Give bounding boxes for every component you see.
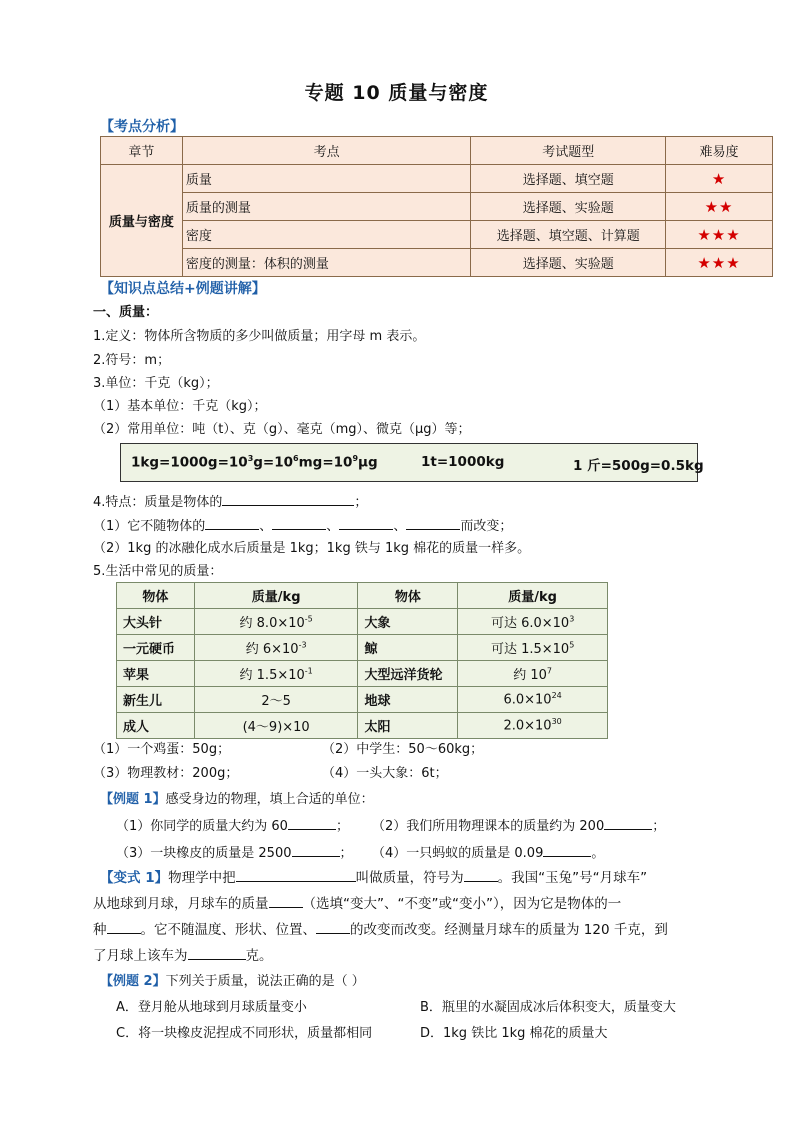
text: 的改变而改变。经测量月球车的质量为 120 千克，到 bbox=[350, 922, 668, 938]
object-name: 大象 bbox=[358, 609, 458, 635]
feature-1-label: （1）它不随物体的 bbox=[93, 519, 206, 534]
feature-2-text: （2）1kg 的冰融化成水后质量是 1kg；1kg 铁与 1kg 棉花的质量一样多。 bbox=[93, 541, 531, 556]
mass-base: 可达 1.5×10 bbox=[490, 642, 570, 657]
formula-jin: 1 斤=500g=0.5kg bbox=[573, 458, 704, 474]
header-cell: 章节 bbox=[101, 137, 183, 165]
example-egg: （1）一个鸡蛋：50g； bbox=[93, 742, 231, 757]
answer-blank[interactable] bbox=[339, 516, 393, 530]
formula-exp: 6 bbox=[293, 454, 299, 463]
item-text: （2）我们所用物理课本的质量约为 200 bbox=[372, 819, 605, 834]
text: 了月球上该车为 bbox=[93, 948, 188, 964]
mass-base: 2.0×10 bbox=[503, 718, 552, 734]
mass-value bbox=[458, 687, 608, 713]
formula-kg bbox=[131, 454, 378, 471]
punct: 、 bbox=[326, 519, 340, 534]
answer-blank[interactable] bbox=[269, 894, 303, 908]
text: 。它不随温度、形状、位置、 bbox=[140, 922, 316, 938]
difficulty-stars: ★★★ bbox=[666, 221, 773, 249]
answer-blank[interactable] bbox=[107, 920, 141, 934]
answer-blank[interactable] bbox=[316, 920, 350, 934]
header-cell: 难易度 bbox=[666, 137, 773, 165]
example-2-label: 【例题 2】 bbox=[100, 974, 166, 989]
object-name: 鲸 bbox=[358, 635, 458, 661]
mass-exp: 30 bbox=[551, 717, 562, 727]
example-1-item-1 bbox=[116, 816, 349, 837]
table-row bbox=[101, 221, 773, 249]
unit-text: 3.单位：千克（kg）； bbox=[93, 376, 219, 391]
example-1-item-4 bbox=[372, 843, 604, 864]
item-text: （4）一只蚂蚁的质量是 0.09 bbox=[372, 846, 544, 861]
item-text: （3）一块橡皮的质量是 2500 bbox=[116, 846, 292, 861]
formula-exp: 3 bbox=[247, 454, 254, 463]
text: 物理学中把 bbox=[168, 870, 236, 886]
example-1-label: 【例题 1】 bbox=[100, 792, 166, 807]
variant-1-line-4 bbox=[93, 946, 273, 966]
object-name: 地球 bbox=[358, 687, 458, 713]
part-heading: 一、质量： bbox=[93, 305, 159, 320]
section-knowledge-heading: 【知识点总结+例题讲解】 bbox=[100, 281, 266, 297]
object-name: 一元硬币 bbox=[117, 635, 195, 661]
mass-exp: 7 bbox=[546, 666, 552, 676]
mass-exp: -1 bbox=[304, 666, 313, 676]
object-name: 新生儿 bbox=[117, 687, 195, 713]
variant-1-line-3 bbox=[93, 920, 668, 940]
answer-blank[interactable] bbox=[406, 516, 460, 530]
table-row bbox=[101, 249, 773, 277]
mass-exp: -5 bbox=[304, 614, 313, 624]
example-1-item-2 bbox=[372, 816, 665, 837]
option-d[interactable]: D．1kg 铁比 1kg 棉花的质量大 bbox=[420, 1026, 608, 1041]
header-cell: 考点 bbox=[182, 137, 471, 165]
table-row bbox=[101, 193, 773, 221]
point-cell: 质量的测量 bbox=[182, 193, 471, 221]
mass-value bbox=[458, 635, 608, 661]
analysis-table bbox=[100, 136, 773, 277]
mass-value bbox=[458, 609, 608, 635]
mass-value bbox=[194, 687, 358, 713]
table-row bbox=[117, 609, 608, 635]
variant-1-label: 【变式 1】 bbox=[100, 870, 169, 886]
common-mass-heading: 5.生活中常见的质量： bbox=[93, 564, 223, 579]
mass-exp: 24 bbox=[551, 691, 562, 701]
text: 从地球到月球，月球车的质量 bbox=[93, 896, 269, 912]
example-elephant: （4）一头大象：6t； bbox=[322, 766, 448, 781]
example-textbook: （3）物理教材：200g； bbox=[93, 766, 239, 781]
answer-blank[interactable] bbox=[292, 843, 340, 857]
answer-blank[interactable] bbox=[272, 516, 326, 530]
punct: ； bbox=[339, 846, 353, 861]
punct: ； bbox=[354, 495, 368, 510]
punct: 。 bbox=[591, 846, 605, 861]
types-cell: 选择题、实验题 bbox=[471, 193, 666, 221]
formula-part: μg bbox=[358, 454, 378, 471]
answer-blank[interactable] bbox=[222, 492, 354, 506]
mass-value bbox=[458, 661, 608, 687]
formula-part: 1kg=1000g=10 bbox=[131, 454, 248, 471]
option-a[interactable]: A．登月舱从地球到月球质量变小 bbox=[116, 1000, 307, 1015]
punct: 、 bbox=[393, 519, 407, 534]
unit-basic-text: （1）基本单位：千克（kg）； bbox=[93, 399, 267, 414]
answer-blank[interactable] bbox=[464, 868, 498, 882]
option-b[interactable]: B．瓶里的水凝固成冰后体积变大，质量变大 bbox=[420, 1000, 676, 1015]
example-1-text: 感受身边的物理，填上合适的单位： bbox=[165, 792, 374, 807]
table-row bbox=[117, 713, 608, 739]
difficulty-stars: ★★★ bbox=[666, 249, 773, 277]
mass-base: 可达 6.0×10 bbox=[490, 616, 570, 631]
mass-base: 约 1.5×10 bbox=[239, 668, 305, 683]
header-cell: 质量/kg bbox=[458, 583, 608, 609]
mass-table bbox=[116, 582, 608, 739]
header-cell: 物体 bbox=[358, 583, 458, 609]
mass-exp: 3 bbox=[569, 614, 575, 624]
answer-blank[interactable] bbox=[236, 868, 356, 882]
mass-base: (4～9)×10 bbox=[242, 720, 310, 735]
object-name: 大头针 bbox=[117, 609, 195, 635]
point-cell: 密度的测量：体积的测量 bbox=[182, 249, 471, 277]
formula-part: mg=10 bbox=[298, 454, 353, 471]
mass-exp: -3 bbox=[298, 640, 307, 650]
punct: ； bbox=[335, 819, 349, 834]
variant-1-line-2 bbox=[93, 894, 621, 914]
item-text: （1）你同学的质量大约为 60 bbox=[116, 819, 288, 834]
text: （选填“变大”、“不变”或“变小”），因为它是物体的一 bbox=[302, 896, 622, 912]
page-title: 专题 10 质量与密度 bbox=[304, 82, 489, 104]
feature-1-end: 而改变； bbox=[460, 519, 513, 534]
object-name: 大型远洋货轮 bbox=[358, 661, 458, 687]
table-row bbox=[101, 165, 773, 193]
mass-value bbox=[458, 713, 608, 739]
feature-1-text bbox=[93, 516, 512, 537]
table-row bbox=[117, 661, 608, 687]
mass-base: 约 6×10 bbox=[245, 642, 299, 657]
example-1-question bbox=[100, 790, 374, 810]
mass-exp: 5 bbox=[569, 640, 575, 650]
symbol-text: 2.符号：m； bbox=[93, 353, 171, 368]
analysis-table-header bbox=[101, 137, 773, 165]
example-1-item-3 bbox=[116, 843, 353, 864]
mass-base: 6.0×10 bbox=[503, 692, 552, 708]
feature-text bbox=[93, 492, 367, 513]
option-c[interactable]: C．将一块橡皮泥捏成不同形状，质量都相同 bbox=[116, 1026, 373, 1041]
types-cell: 选择题、实验题 bbox=[471, 249, 666, 277]
difficulty-stars: ★★ bbox=[666, 193, 773, 221]
mass-value bbox=[194, 713, 358, 739]
section-analysis-heading: 【考点分析】 bbox=[100, 119, 184, 135]
point-cell: 质量 bbox=[182, 165, 471, 193]
punct: 、 bbox=[259, 519, 273, 534]
types-cell: 选择题、填空题、计算题 bbox=[471, 221, 666, 249]
chapter-cell: 质量与密度 bbox=[101, 165, 183, 277]
example-2-text: 下列关于质量，说法正确的是（ ） bbox=[165, 974, 365, 989]
difficulty-stars: ★ bbox=[666, 165, 773, 193]
example-2-question bbox=[100, 972, 365, 992]
mass-value bbox=[194, 635, 358, 661]
types-cell: 选择题、填空题 bbox=[471, 165, 666, 193]
formula-exp: 9 bbox=[352, 454, 359, 463]
point-cell: 密度 bbox=[182, 221, 471, 249]
answer-blank[interactable] bbox=[188, 946, 246, 960]
formula-ton: 1t=1000kg bbox=[421, 454, 505, 470]
feature-label: 4.特点：质量是物体的 bbox=[93, 495, 223, 510]
object-name: 成人 bbox=[117, 713, 195, 739]
object-name: 苹果 bbox=[117, 661, 195, 687]
punct: ； bbox=[652, 819, 666, 834]
text: 克。 bbox=[245, 948, 273, 964]
mass-base: 约 10 bbox=[513, 668, 547, 683]
formula-box bbox=[120, 443, 704, 482]
header-cell: 物体 bbox=[117, 583, 195, 609]
object-name: 太阳 bbox=[358, 713, 458, 739]
header-cell: 考试题型 bbox=[471, 137, 666, 165]
variant-1-line-1 bbox=[100, 868, 647, 888]
text: 种 bbox=[93, 922, 107, 938]
table-row bbox=[117, 687, 608, 713]
text: 叫做质量，符号为 bbox=[355, 870, 464, 886]
unit-common-text: （2）常用单位：吨（t）、克（g）、毫克（mg）、微克（μg）等； bbox=[93, 422, 471, 437]
answer-blank[interactable] bbox=[543, 843, 591, 857]
mass-base: 约 8.0×10 bbox=[239, 616, 305, 631]
text: 。我国“玉兔”号“月球车” bbox=[497, 870, 648, 886]
answer-blank[interactable] bbox=[205, 516, 259, 530]
mass-value bbox=[194, 661, 358, 687]
mass-base: 2～5 bbox=[261, 694, 291, 709]
example-student: （2）中学生：50～60kg； bbox=[322, 742, 484, 757]
table-row bbox=[117, 635, 608, 661]
mass-value bbox=[194, 609, 358, 635]
header-cell: 质量/kg bbox=[194, 583, 358, 609]
answer-blank[interactable] bbox=[288, 816, 336, 830]
answer-blank[interactable] bbox=[604, 816, 652, 830]
formula-part: g=10 bbox=[253, 454, 294, 471]
definition-text: 1.定义：物体所含物质的多少叫做质量；用字母 m 表示。 bbox=[93, 329, 426, 344]
